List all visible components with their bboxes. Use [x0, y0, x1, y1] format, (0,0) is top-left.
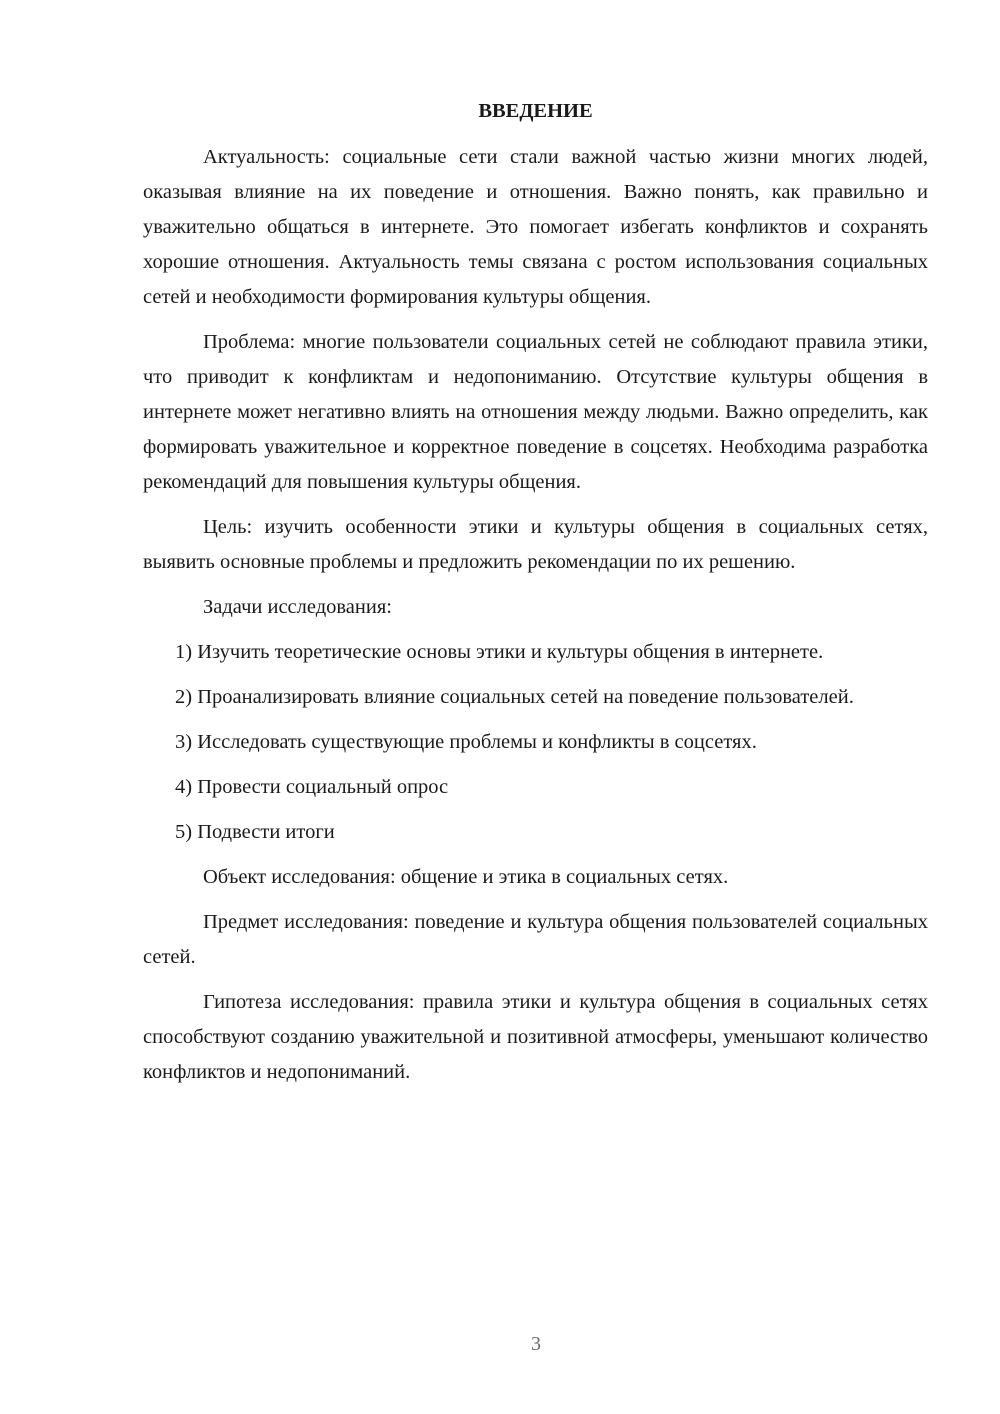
- object-paragraph: Объект исследования: общение и этика в социальных сетях.: [203, 866, 729, 888]
- problem-paragraph: Проблема: многие пользователи социальных сетей не соблюдают правила этики, что приводит к конфликтам и недопониманию. Отсутствие культуры общения в интернете может негативно влиять на отношения между людьми. Важно определить, как формировать уважительное и корректное поведение в соцсетях. Необходима разработка рекомендаций для повышения культуры общения.: [143, 331, 928, 493]
- subject-paragraph: Предмет исследования: поведение и культура общения пользователей социальных сетей.: [143, 911, 928, 968]
- task-item-5: 5) Подвести итоги: [175, 821, 335, 843]
- relevance-paragraph: Актуальность: социальные сети стали важной частью жизни многих людей, оказывая влияние на их поведение и отношения. Важно понять, как правильно и уважительно общаться в интернете. Это помогает избегать конфликтов и сохранять хорошие отношения. Актуальность темы связана с ростом использования социальных сетей и необходимости формирования культуры общения.: [143, 146, 928, 308]
- task-item-2: 2) Проанализировать влияние социальных сетей на поведение пользователей.: [175, 686, 854, 708]
- tasks-heading: Задачи исследования:: [203, 596, 392, 618]
- task-item-4: 4) Провести социальный опрос: [175, 776, 449, 798]
- page-title: ВВЕДЕНИЕ: [478, 100, 593, 122]
- task-item-1: 1) Изучить теоретические основы этики и культуры общения в интернете.: [175, 641, 824, 663]
- goal-paragraph: Цель: изучить особенности этики и культуры общения в социальных сетях, выявить основные проблемы и предложить рекомендации по их решению.: [143, 516, 928, 573]
- document-body: [143, 96, 928, 1090]
- page-number: 3: [531, 1333, 541, 1355]
- hypothesis-paragraph: Гипотеза исследования: правила этики и культура общения в социальных сетях способствуют созданию уважительной и позитивной атмосферы, уменьшают количество конфликтов и недопониманий.: [143, 991, 928, 1083]
- task-item-3: 3) Исследовать существующие проблемы и конфликты в соцсетях.: [175, 731, 757, 753]
